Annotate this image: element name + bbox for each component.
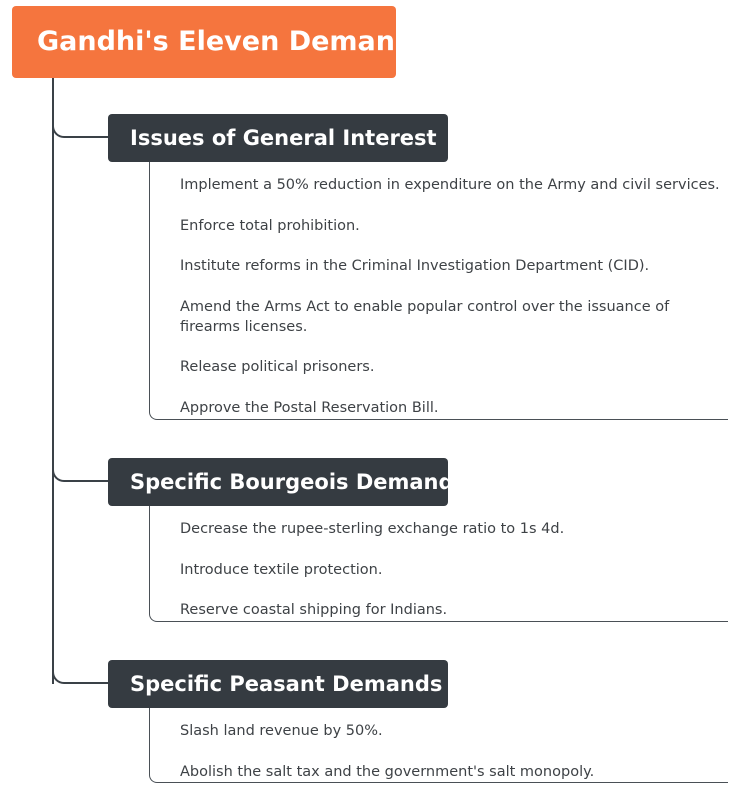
leaf-group-bracket: [149, 162, 728, 420]
leaf-item[interactable]: Institute reforms in the Criminal Investigation Department (CID).: [180, 258, 650, 274]
leaf-item[interactable]: Slash land revenue by 50%.: [180, 723, 383, 739]
branch-connector: [52, 662, 108, 684]
leaf-item[interactable]: Introduce textile protection.: [180, 562, 383, 578]
branch-peasant-demands[interactable]: Specific Peasant Demands: [108, 660, 448, 708]
branch-bourgeois-demands[interactable]: Specific Bourgeois Demands: [108, 458, 448, 506]
branch-connector: [52, 116, 108, 138]
leaf-item[interactable]: Reserve coastal shipping for Indians.: [180, 602, 448, 618]
leaf-item[interactable]: Release political prisoners.: [180, 359, 375, 375]
mindmap-root-title[interactable]: Gandhi's Eleven Demands: [12, 6, 396, 78]
branch-connector: [52, 460, 108, 482]
mindmap-trunk-connector: [52, 78, 54, 684]
leaf-item[interactable]: Decrease the rupee-sterling exchange ratio to 1s 4d.: [180, 521, 565, 537]
leaf-item[interactable]: Abolish the salt tax and the government's salt monopoly.: [180, 764, 595, 780]
leaf-item[interactable]: Enforce total prohibition.: [180, 218, 360, 234]
branch-general-interest[interactable]: Issues of General Interest: [108, 114, 448, 162]
leaf-item[interactable]: Approve the Postal Reservation Bill.: [180, 400, 439, 416]
leaf-item[interactable]: Implement a 50% reduction in expenditure on the Army and civil services.: [180, 177, 720, 193]
leaf-item[interactable]: Amend the Arms Act to enable popular control over the issuance of firearms licenses.: [180, 299, 670, 335]
